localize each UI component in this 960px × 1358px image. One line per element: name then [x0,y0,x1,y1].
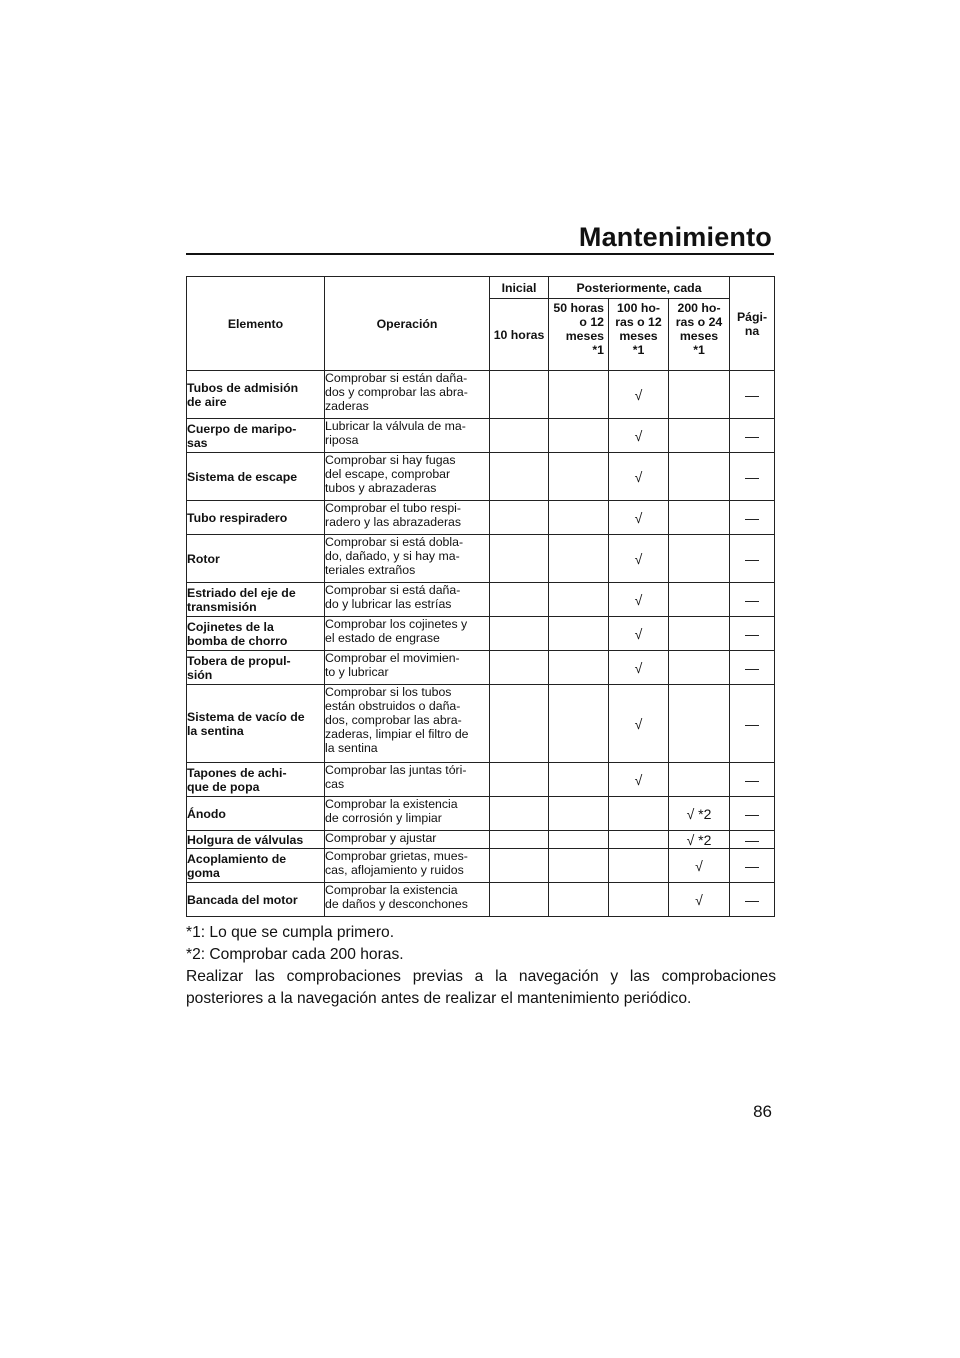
cell-50-horas [549,763,609,797]
cell-operacion [325,849,490,883]
header-10-horas [490,299,549,371]
cell-200-horas [669,849,730,883]
cell-pagina-text: — [745,659,760,676]
cell-elemento-text: Bancada del motor [187,892,298,907]
cell-pagina-text: — [745,857,760,874]
cell-pagina-text: — [745,805,760,822]
cell-pagina [730,831,775,849]
cell-10-horas [490,501,549,535]
cell-10-horas [490,849,549,883]
cell-elemento-text: Holgura de válvulas [187,832,304,847]
cell-200-horas [669,501,730,535]
footnote-1: *1: Lo que se cumpla primero. [186,924,395,941]
header-200-horas-text: 200 ho- ras o 24 meses *1 [675,301,723,357]
cell-pagina [730,651,775,685]
cell-100-horas-text: √ [634,625,643,642]
cell-operacion [325,763,490,797]
cell-elemento [187,371,325,419]
cell-100-horas-text: √ [634,427,643,444]
cell-100-horas-text: √ [634,509,643,526]
header-200-horas [669,299,730,371]
cell-100-horas [609,797,669,831]
cell-elemento [187,501,325,535]
cell-200-horas-text: √ [695,857,703,874]
cell-operacion-text: Comprobar los cojinetes y el estado de engrase [325,617,468,645]
cell-operacion-text: Comprobar y ajustar [325,831,437,845]
cell-100-horas [609,535,669,583]
cell-pagina [730,453,775,501]
cell-200-horas [669,797,730,831]
header-pagina-text: Pági- na [736,309,768,338]
cell-elemento-text: Sistema de vacío de la sentina [187,709,305,738]
cell-operacion-text: Lubricar la válvula de ma- riposa [325,419,466,447]
cell-pagina-text: — [745,625,760,642]
cell-pagina-text: — [745,550,760,567]
cell-200-horas [669,371,730,419]
cell-pagina-text: — [745,591,760,608]
cell-100-horas-text: √ [634,468,643,485]
cell-200-horas-text: √ *2 [686,831,712,848]
header-operacion: Operación [325,277,490,371]
cell-pagina-text: — [745,891,760,908]
cell-pagina [730,763,775,797]
header-10-horas-text: 10 horas [493,327,545,342]
header-inicial: Inicial [490,277,549,299]
cell-10-horas [490,685,549,763]
cell-operacion-text: Comprobar grietas, mues- cas, aflojamiento y ruidos [325,849,468,877]
table-row [187,685,775,763]
page-number: 86 [753,1102,772,1121]
table-row [187,453,775,501]
cell-elemento-text: Acoplamiento de goma [187,851,287,880]
cell-operacion [325,535,490,583]
cell-pagina [730,849,775,883]
cell-50-horas [549,453,609,501]
table-row [187,763,775,797]
cell-elemento-text: Ánodo [187,806,226,821]
cell-200-horas [669,831,730,849]
cell-pagina [730,617,775,651]
cell-pagina [730,797,775,831]
cell-50-horas [549,617,609,651]
cell-elemento-text: Rotor [187,551,220,566]
table-row [187,797,775,831]
cell-200-horas [669,617,730,651]
cell-200-horas-text: √ *2 [686,805,712,822]
cell-operacion-text: Comprobar las juntas tóri- cas [325,763,467,791]
cell-10-horas [490,883,549,917]
cell-100-horas [609,763,669,797]
cell-elemento [187,831,325,849]
cell-100-horas [609,617,669,651]
cell-elemento [187,535,325,583]
header-pagina [730,277,775,371]
header-100-horas-text: 100 ho- ras o 12 meses *1 [615,301,662,357]
cell-elemento-text: Cuerpo de maripo- sas [187,421,297,450]
cell-pagina-text: — [745,831,760,848]
cell-elemento-text: Tobera de propul- sión [187,653,291,682]
cell-200-horas [669,453,730,501]
cell-10-horas [490,763,549,797]
cell-pagina [730,883,775,917]
cell-elemento [187,453,325,501]
cell-100-horas-text: √ [634,386,643,403]
cell-pagina [730,501,775,535]
table-row [187,883,775,917]
cell-50-horas [549,685,609,763]
header-posteriormente: Posteriormente, cada [549,277,730,299]
cell-50-horas [549,501,609,535]
cell-elemento-text: Estriado del eje de transmisión [187,585,296,614]
cell-pagina-text: — [745,715,760,732]
cell-elemento [187,763,325,797]
cell-100-horas [609,651,669,685]
cell-elemento-text: Tubos de admisión de aire [187,380,299,409]
cell-50-horas [549,535,609,583]
cell-elemento-text: Tubo respiradero [187,510,288,525]
footnote-2: *2: Comprobar cada 200 horas. [186,946,404,963]
cell-50-horas [549,651,609,685]
cell-operacion [325,831,490,849]
header-50-horas-text: 50 horas o 12 meses *1 [553,301,604,357]
notes [186,922,776,1010]
header-50-horas [549,299,609,371]
cell-elemento-text: Sistema de escape [187,469,298,484]
cell-pagina-text: — [745,386,760,403]
cell-operacion-text: Comprobar si están daña- dos y comprobar las abra- zaderas [325,371,468,413]
cell-50-horas [549,797,609,831]
cell-100-horas-text: √ [634,715,643,732]
cell-elemento-text: Cojinetes de la bomba de chorro [187,619,288,648]
table-row [187,371,775,419]
cell-elemento [187,583,325,617]
cell-operacion [325,453,490,501]
cell-pagina [730,419,775,453]
cell-100-horas [609,583,669,617]
cell-operacion [325,371,490,419]
cell-operacion-text: Comprobar si los tubos están obstruidos o daña- dos, comprobar las abra- zaderas, limpiar el filtro de la sentina [325,685,469,755]
cell-pagina-text: — [745,427,760,444]
cell-10-horas [490,453,549,501]
cell-200-horas [669,651,730,685]
cell-pagina-text: — [745,509,760,526]
cell-elemento-text: Tapones de achi- que de popa [187,765,287,794]
cell-operacion [325,583,490,617]
cell-50-horas [549,849,609,883]
cell-100-horas [609,883,669,917]
page-title: Mantenimiento [578,222,772,252]
cell-100-horas [609,831,669,849]
cell-10-horas [490,617,549,651]
cell-10-horas [490,797,549,831]
header-elemento: Elemento [187,277,325,371]
cell-100-horas [609,419,669,453]
cell-10-horas [490,419,549,453]
cell-200-horas [669,763,730,797]
cell-100-horas [609,849,669,883]
cell-200-horas [669,419,730,453]
table-row [187,535,775,583]
cell-200-horas [669,583,730,617]
cell-pagina [730,535,775,583]
cell-operacion-text: Comprobar la existencia de daños y desconchones [325,883,468,911]
cell-operacion [325,617,490,651]
cell-50-horas [549,831,609,849]
cell-100-horas-text: √ [634,550,643,567]
table-row [187,419,775,453]
cell-pagina [730,583,775,617]
cell-100-horas [609,501,669,535]
maintenance-table [186,276,775,917]
cell-10-horas [490,583,549,617]
cell-elemento [187,685,325,763]
cell-200-horas [669,685,730,763]
cell-100-horas-text: √ [634,591,643,608]
table-row [187,849,775,883]
cell-50-horas [549,583,609,617]
cell-operacion [325,501,490,535]
cell-50-horas [549,883,609,917]
cell-elemento [187,849,325,883]
cell-100-horas [609,371,669,419]
cell-elemento [187,883,325,917]
cell-elemento [187,419,325,453]
cell-50-horas [549,371,609,419]
cell-10-horas [490,651,549,685]
header-100-horas [609,299,669,371]
cell-10-horas [490,371,549,419]
cell-100-horas [609,453,669,501]
cell-operacion-text: Comprobar si hay fugas del escape, comprobar tubos y abrazaderas [325,453,456,495]
cell-10-horas [490,535,549,583]
cell-pagina-text: — [745,771,760,788]
cell-10-horas [490,831,549,849]
cell-elemento [187,797,325,831]
cell-operacion-text: Comprobar la existencia de corrosión y limpiar [325,797,458,825]
cell-operacion-text: Comprobar el movimien- to y lubricar [325,651,460,679]
cell-100-horas [609,685,669,763]
table-row [187,501,775,535]
cell-pagina [730,371,775,419]
cell-elemento [187,617,325,651]
cell-200-horas [669,535,730,583]
cell-50-horas [549,419,609,453]
cell-operacion [325,685,490,763]
table-row [187,651,775,685]
table-row [187,583,775,617]
cell-pagina-text: — [745,468,760,485]
cell-operacion [325,883,490,917]
notes-paragraph: Realizar las comprobaciones previas a la navegación y las comprobaciones posteriores a la navegación antes de realizar el mantenimiento periódico. [186,968,776,1007]
cell-elemento [187,651,325,685]
table-row [187,617,775,651]
cell-operacion [325,419,490,453]
title-divider [186,253,774,255]
cell-operacion-text: Comprobar si está dobla- do, dañado, y si hay ma- teriales extraños [325,535,464,577]
cell-operacion [325,651,490,685]
cell-pagina [730,685,775,763]
cell-100-horas-text: √ [634,659,643,676]
table-row [187,831,775,849]
cell-100-horas-text: √ [634,771,643,788]
cell-200-horas [669,883,730,917]
cell-operacion [325,797,490,831]
cell-200-horas-text: √ [695,891,703,908]
cell-operacion-text: Comprobar si está daña- do y lubricar las estrías [325,583,461,611]
cell-operacion-text: Comprobar el tubo respi- radero y las abrazaderas [325,501,462,529]
